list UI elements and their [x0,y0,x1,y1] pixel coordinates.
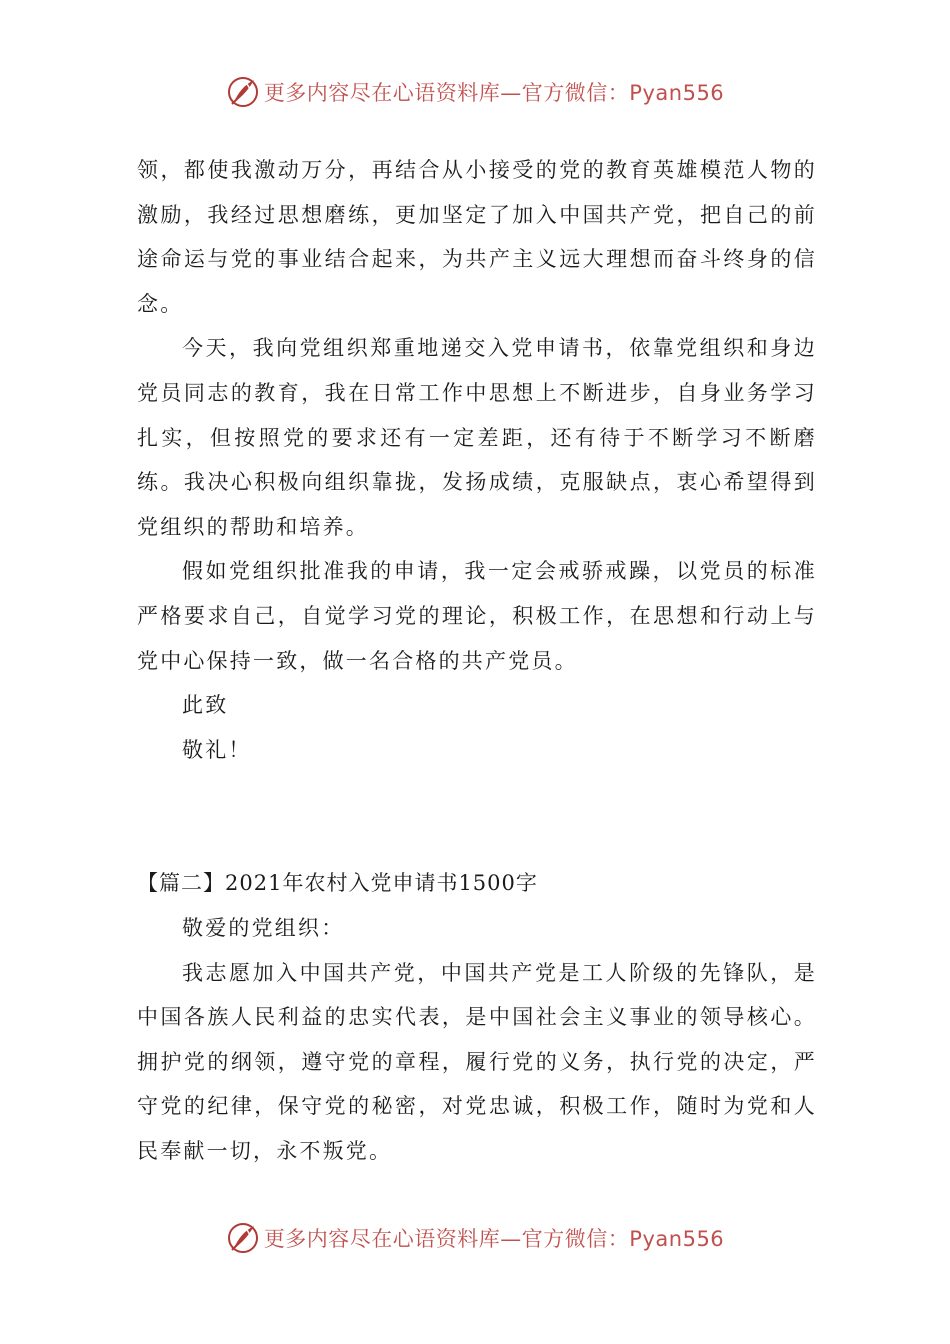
header-watermark [0,72,950,112]
salutation: 敬爱的党组织： [182,915,345,940]
paragraph: 我志愿加入中国共产党，中国共产党是工人阶级的先锋队，是中国各族人民利益的忠实代表，是中国社会主义事业的领导核心。拥护党的纲领，遵守党的章程，履行党的义务，执行党的决定，严守党的纪律，保守党的秘密，对党忠诚，积极工作，随时为党和人民奉献一切，永不叛党。 [137,960,817,1163]
section-heading: 【篇二】2021年农村入党申请书1500字 [137,871,538,896]
paragraph: 假如党组织批准我的申请，我一定会戒骄戒躁，以党员的标准严格要求自己，自觉学习党的理论，积极工作，在思想和行动上与党中心保持一致，做一名合格的共产党员。 [137,559,817,673]
watermark-text: 更多内容尽在心语资料库—官方微信：Pyan556 [263,81,725,105]
paragraph: 今天，我向党组织郑重地递交入党申请书，依靠党组织和身边党员同志的教育，我在日常工作中思想上不断进步，自身业务学习扎实，但按照党的要求还有一定差距，还有待于不断学习不断磨练。我决心积极向组织靠拢，发扬成绩，克服缺点，衷心希望得到党组织的帮助和培养。 [137,336,817,539]
paragraph: 领，都使我激动万分，再结合从小接受的党的教育英雄模范人物的激励，我经过思想磨练，更加坚定了加入中国共产党，把自己的前途命运与党的事业结合起来，为共产主义远大理想而奋斗终身的信念。 [137,158,817,316]
closing-line: 敬礼！ [182,737,252,762]
feather-pen-icon [226,1221,260,1255]
feather-pen-icon [226,75,260,109]
watermark-text: 更多内容尽在心语资料库—官方微信：Pyan556 [263,1227,725,1251]
document-body [137,148,817,1173]
footer-watermark [0,1218,950,1258]
closing-line: 此致 [182,693,229,718]
